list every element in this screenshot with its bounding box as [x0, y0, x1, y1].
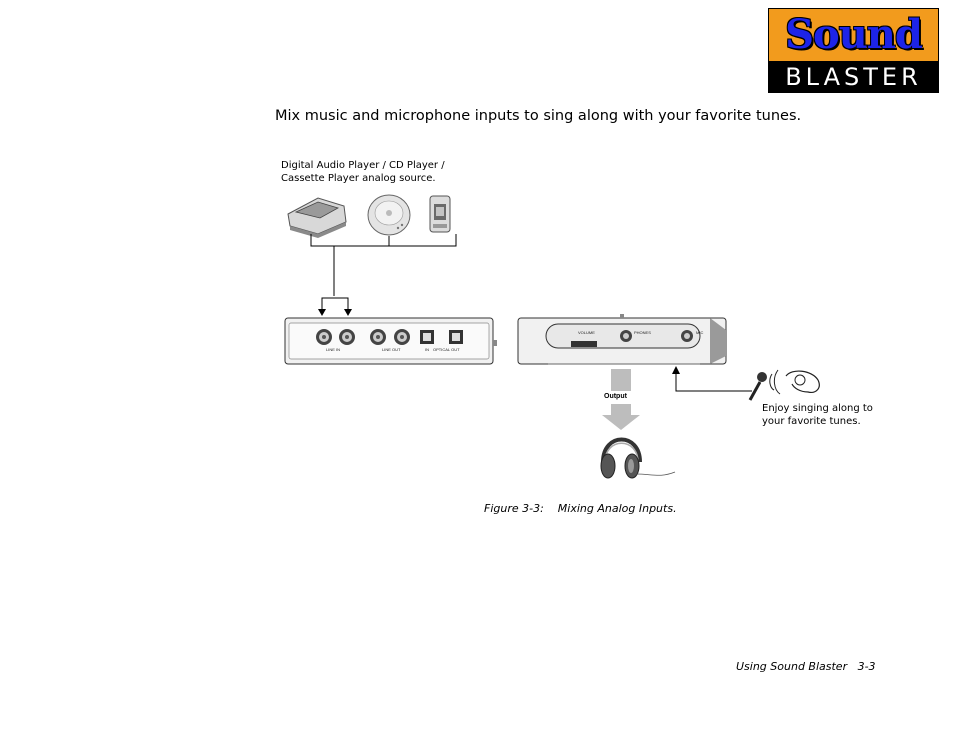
output-label: Output [604, 393, 627, 400]
in-label: IN [425, 347, 429, 352]
line-out-label: LINE OUT [382, 347, 401, 352]
cd-player-icon [368, 195, 410, 235]
digital-audio-player-icon [288, 198, 346, 238]
optical-out-label: OPTICAL OUT [433, 347, 460, 352]
enjoy-singing-label: Enjoy singing along to your favorite tunes. [762, 403, 873, 427]
sound-card-rear-panel [285, 318, 497, 364]
cassette-player-icon [430, 196, 450, 232]
mic-label: MIC [696, 330, 704, 335]
volume-label: VOLUME [578, 330, 595, 335]
line-in-label: LINE IN [326, 347, 341, 352]
phones-label: PHONES [634, 330, 651, 335]
sound-card-front-panel [518, 314, 726, 364]
headphones-icon [601, 440, 675, 479]
logo-sound-text: Sound [785, 11, 922, 58]
source-devices-label: Digital Audio Player / CD Player / Cassette Player analog source. [281, 160, 445, 184]
intro-text: Mix music and microphone inputs to sing along with your favorite tunes. [275, 108, 802, 124]
logo-blaster-text: BLASTER [785, 62, 922, 91]
page-footer: Using Sound Blaster 3-3 [736, 660, 876, 673]
figure-caption: Figure 3-3: Mixing Analog Inputs. [484, 502, 677, 515]
microphone-singer-icon [750, 370, 819, 400]
